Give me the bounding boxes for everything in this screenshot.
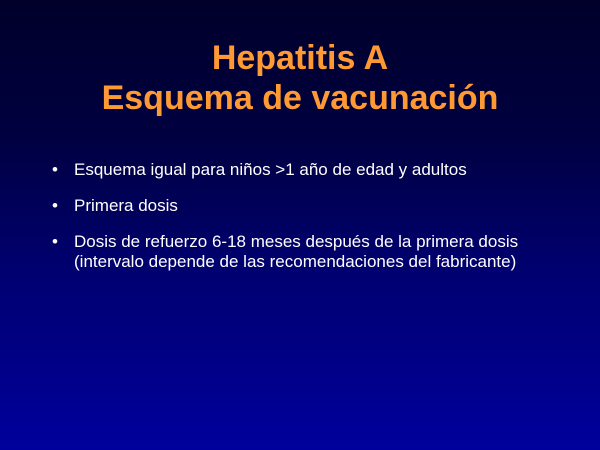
slide-title-line-1: Hepatitis A bbox=[211, 39, 389, 77]
bullet-list bbox=[52, 160, 562, 288]
bullet-item bbox=[52, 232, 562, 272]
bullet-text: Primera dosis bbox=[74, 196, 178, 215]
bullet-text: Dosis de refuerzo 6-18 meses después de la primera dosis (intervalo depende de las recomendaciones del fabricante) bbox=[74, 232, 519, 271]
bullet-dot-icon: • bbox=[52, 160, 58, 179]
bullet-item bbox=[52, 160, 562, 180]
bullet-dot-icon: • bbox=[52, 196, 58, 215]
bullet-item bbox=[52, 196, 562, 216]
slide-title bbox=[0, 38, 600, 118]
bullet-dot-icon: • bbox=[52, 232, 58, 251]
bullet-text: Esquema igual para niños >1 año de edad y adultos bbox=[74, 160, 467, 179]
slide-title-line-2: Esquema de vacunación bbox=[101, 79, 499, 117]
